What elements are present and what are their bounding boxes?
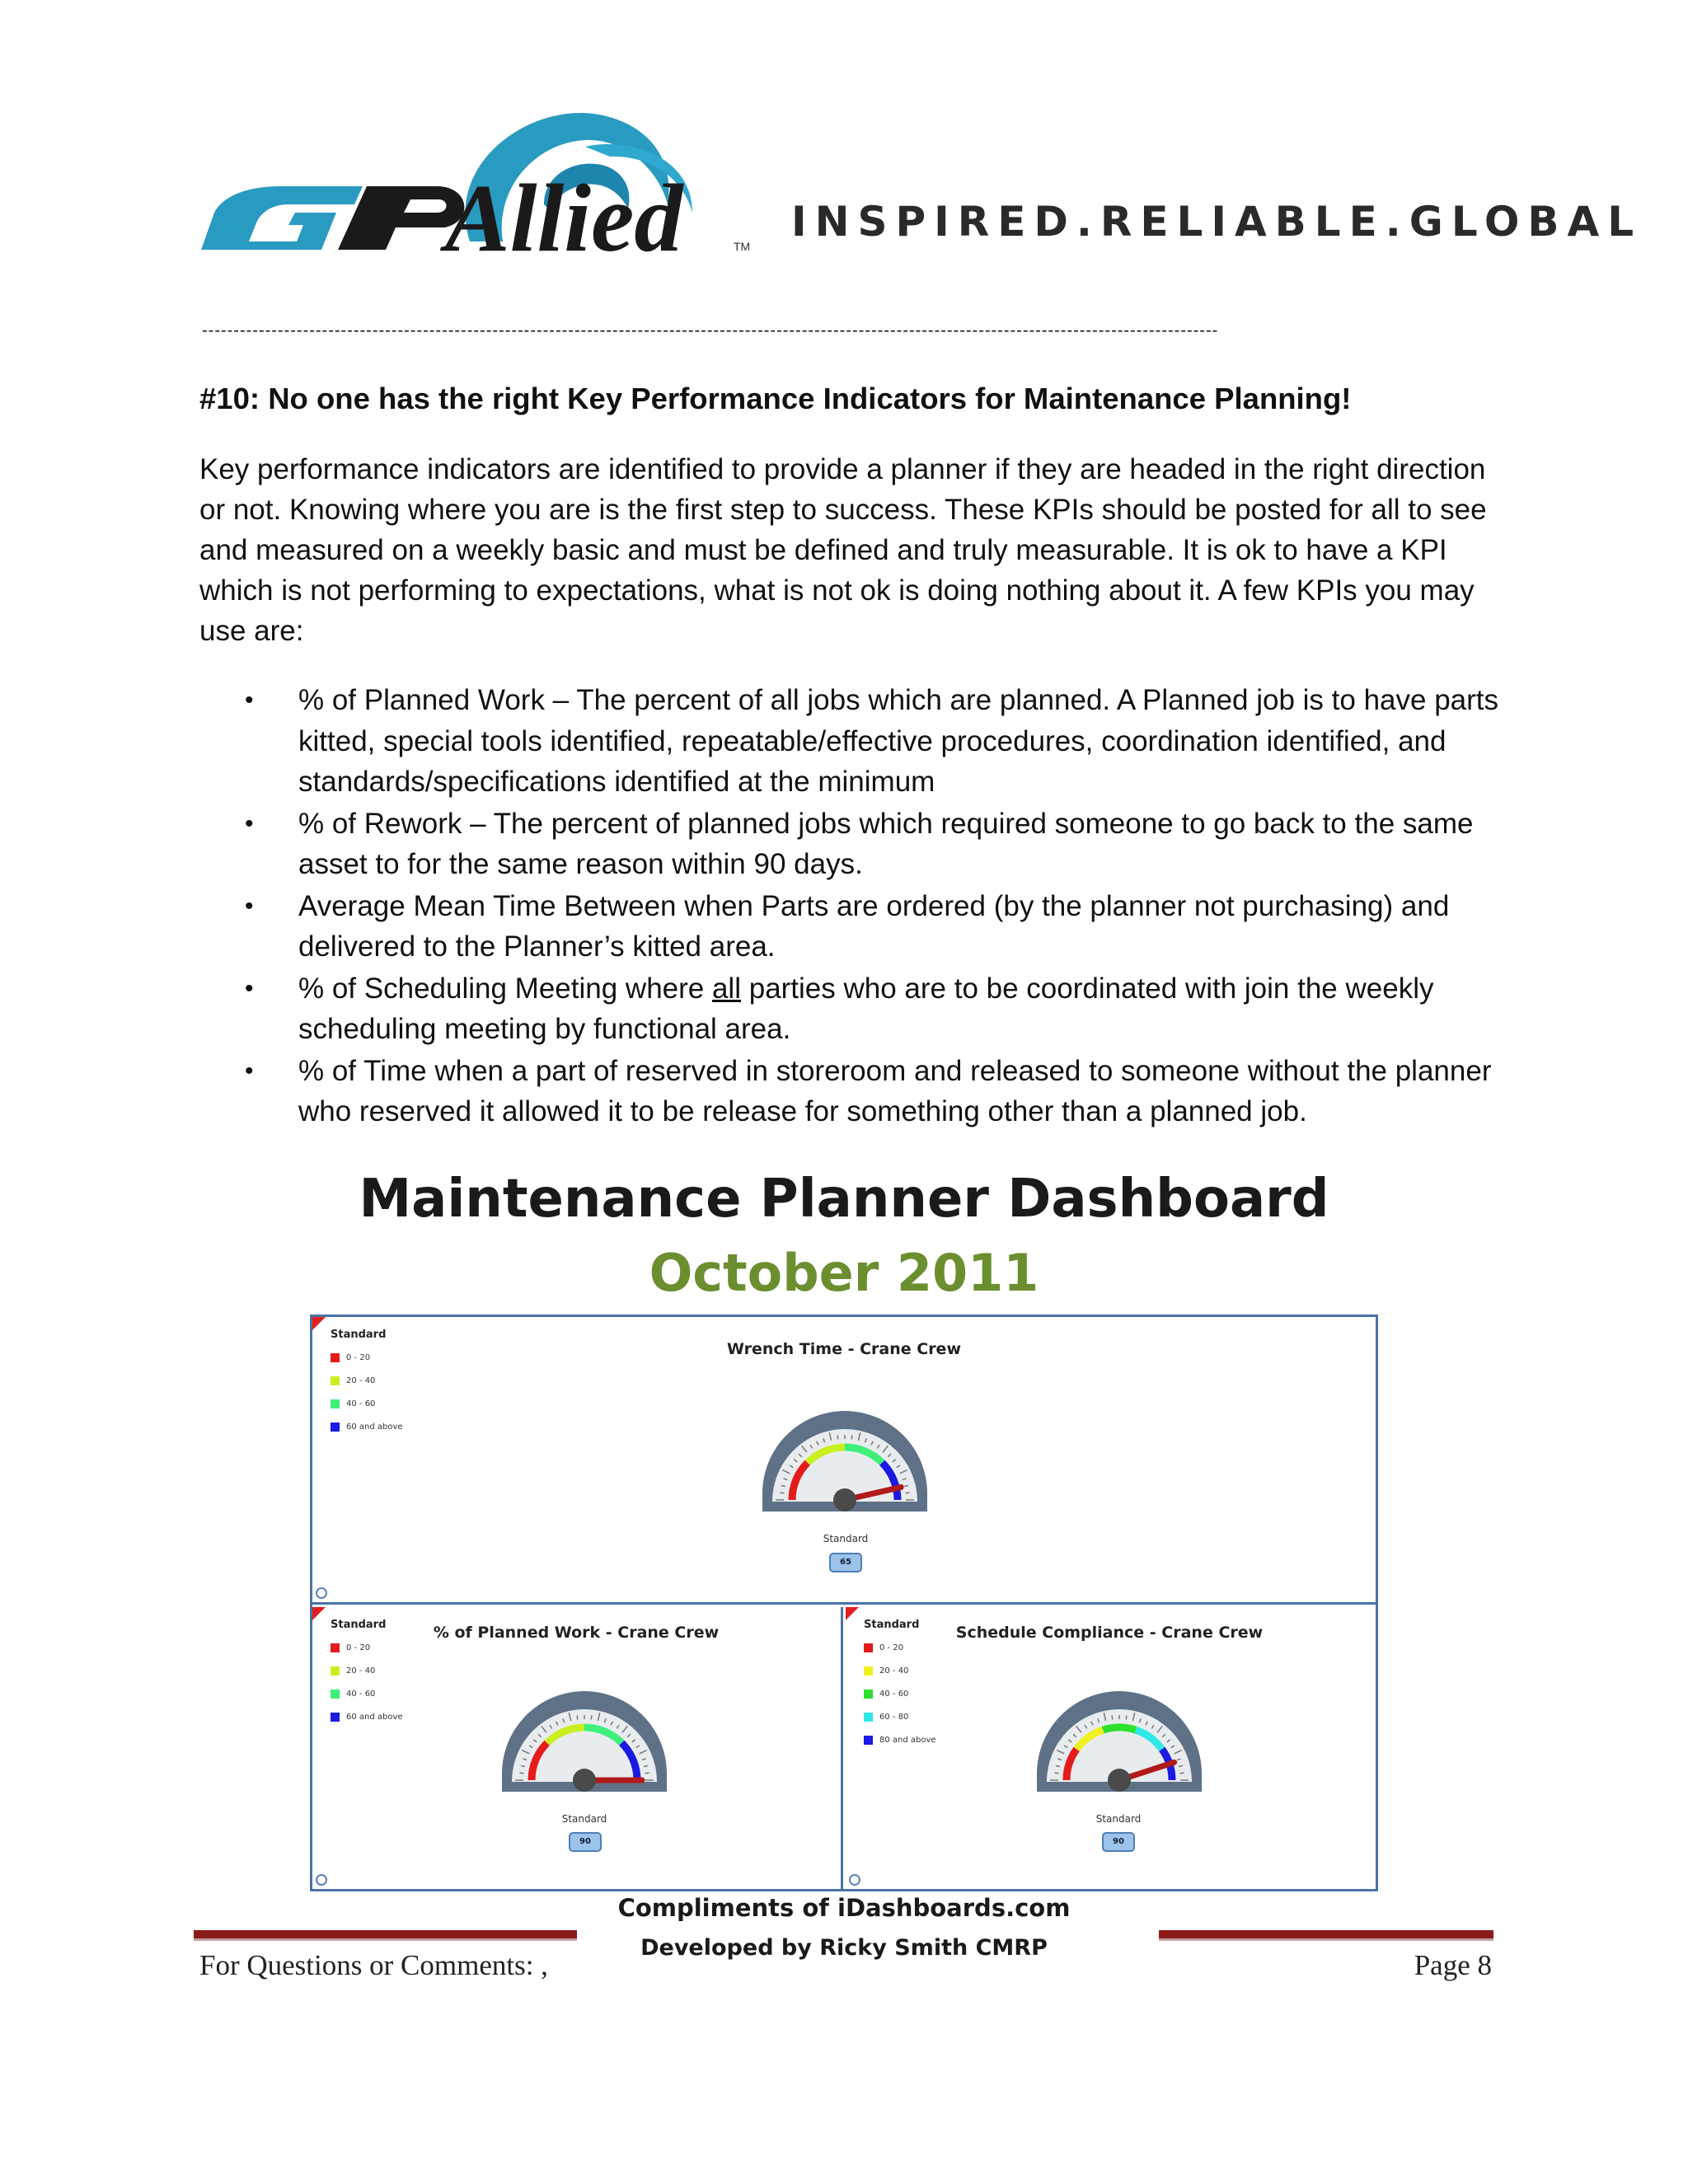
legend-item [864,1682,936,1705]
legend-label: 20 - 40 [879,1666,909,1675]
legend-swatch [864,1643,873,1652]
gauge-tick [591,1715,592,1719]
legend-swatch [331,1399,340,1408]
bullet-icon: • [245,809,254,837]
dashboard-month: October 2011 [649,1243,1039,1303]
divider-rule: ----------------------------------------------------------------------------------------------------------------------------------------------------------------- [202,321,1219,340]
legend-item [331,1705,403,1728]
gauge-dial [1029,1650,1210,1807]
legend-swatch [331,1690,340,1699]
legend-item [331,1369,403,1392]
legend-swatch [864,1666,873,1675]
gauge [494,1650,675,1811]
gauge-range-arc [1103,1727,1136,1730]
legend-item [864,1659,936,1682]
section-heading: #10: No one has the right Key Performance Indicators for Maintenance Planning! [199,382,1352,415]
gauge-value-badge: 90 [569,1832,602,1852]
legend-title: Standard [864,1619,920,1631]
legend-swatch [331,1376,340,1385]
panel-title: Schedule Compliance - Crane Crew [955,1624,1264,1642]
footer-contact-text: For Questions or Comments: , [199,1949,548,1981]
panel-planned-work [312,1607,843,1889]
legend-item [864,1705,936,1728]
dashboard-frame [310,1315,1378,1891]
kpi-text: Average Mean Time Between when Parts are ordered (by the planner not purchasing) and delivered to the Planner’s kitted area. [298,889,1450,963]
panel-corner-marker [312,1317,326,1330]
legend-label: 0 - 20 [346,1352,371,1362]
panel-corner-marker [312,1607,326,1620]
kpi-text-underlined: all [711,972,741,1005]
legend-label: 60 - 80 [879,1712,909,1722]
developer-credit: Developed by Ricky Smith CMRP [640,1935,1048,1961]
legend-item [864,1728,936,1751]
legend-swatch [331,1666,340,1675]
gauge-dial [494,1650,675,1807]
legend-swatch [331,1713,340,1722]
page-number: Page 8 [1414,1949,1492,1981]
legend-label: 20 - 40 [346,1666,376,1675]
panel-settings-icon[interactable] [316,1587,327,1599]
panel-title: % of Planned Work - Crane Crew [433,1624,720,1642]
intro-paragraph: Key performance indicators are identified to provide a planner if they are headed in the right direction or not. Knowing where you are is the first step to success. These KPIs should be posted for all to see and measured on a weekly basic and must be defined and truly measurable. It is ok to have a KPI which is not performing to expectations, what is not ok is doing nothing about it. A few KPIs you may use are: [199,453,1487,647]
legend-swatch [331,1643,340,1652]
legend-label: 40 - 60 [346,1399,376,1408]
panel-settings-icon[interactable] [849,1874,860,1886]
footer-bar-left [194,1930,577,1941]
bullet-icon: • [245,974,254,1002]
company-logo [198,97,758,262]
footer-bar-right [1159,1930,1493,1941]
legend-title: Standard [331,1329,387,1341]
gauge-tick [851,1435,852,1439]
panel-settings-icon[interactable] [316,1874,327,1886]
legend-swatch [864,1690,873,1699]
legend-label: 20 - 40 [346,1376,376,1385]
legend-swatch [331,1422,340,1432]
gauge-label: Standard [823,1533,869,1544]
gauge-label: Standard [561,1813,607,1825]
gauge-tick [837,1435,838,1439]
gauge-hub [573,1769,596,1792]
gauge-value-badge: 65 [829,1553,862,1572]
bullet-icon: • [245,687,254,714]
compliments-credit: Compliments of iDashboards.com [617,1894,1071,1922]
kpi-text: % of Rework – The percent of planned jobs which required someone to go back to the same asset to for the same reason within 90 days. [298,807,1474,880]
kpi-text-pre: % of Scheduling Meeting where [298,972,712,1005]
panel-corner-marker [846,1607,859,1620]
legend-label: 60 and above [346,1712,403,1722]
gauge-label: Standard [1095,1813,1142,1825]
gauge [754,1370,935,1530]
gauge-hub [1108,1769,1131,1792]
gauge-tick [519,1773,523,1774]
bullet-icon: • [245,892,254,920]
gauge-tick [645,1773,649,1774]
gauge-tick [1054,1773,1058,1774]
legend-label: 40 - 60 [346,1689,376,1699]
legend-label: 80 and above [879,1735,936,1745]
gauge-tick [1126,1715,1127,1719]
list-item [199,680,1518,803]
legend-label: 40 - 60 [879,1689,909,1699]
legend-label: 0 - 20 [346,1643,371,1652]
gauge-tick [577,1715,578,1719]
legend-item [331,1659,403,1682]
legend-item [331,1682,403,1705]
legend-title: Standard [331,1619,387,1631]
gauge-dial [754,1370,935,1526]
gauge-tick [1112,1715,1113,1719]
legend-label: 0 - 20 [879,1643,904,1652]
dashboard-title: Maintenance Planner Dashboard [359,1169,1329,1230]
legend-swatch [864,1713,873,1722]
panel-title: Wrench Time - Crane Crew [727,1340,961,1358]
panel-schedule-compliance [846,1607,1376,1889]
bullet-icon: • [245,1057,254,1085]
svg-text:Allied: Allied [445,164,683,262]
trademark-mark: TM [734,240,751,253]
legend-item [331,1392,403,1415]
legend-item [331,1415,403,1438]
gauge-tick [1180,1773,1184,1774]
gauge-hub [833,1488,856,1511]
kpi-text: % of Planned Work – The percent of all jobs which are planned. A Planned job is to have parts kitted, special tools identified, repeatable/effective procedures, coordination identified, and standards/specifications identified at the minimum [298,684,1499,798]
gauge-value-badge: 90 [1102,1832,1135,1852]
legend-label: 60 and above [346,1422,403,1432]
list-item [199,886,1518,968]
list-item [199,968,1518,1050]
list-item [199,1051,1518,1132]
panel-wrench-time [312,1317,1376,1605]
tagline: INSPIRED.RELIABLE.GLOBAL [791,198,1643,246]
kpi-list [199,680,1518,1133]
list-item [199,804,1518,885]
legend-swatch [864,1736,873,1745]
gauge [1029,1650,1210,1811]
kpi-text: % of Time when a part of reserved in storeroom and released to someone without the planner who reserved it allowed it to be release for something other than a planned job. [298,1054,1492,1127]
kpi-text-post: parties who are to be coordinated with join the weekly scheduling meeting by functional area. [298,972,1434,1045]
